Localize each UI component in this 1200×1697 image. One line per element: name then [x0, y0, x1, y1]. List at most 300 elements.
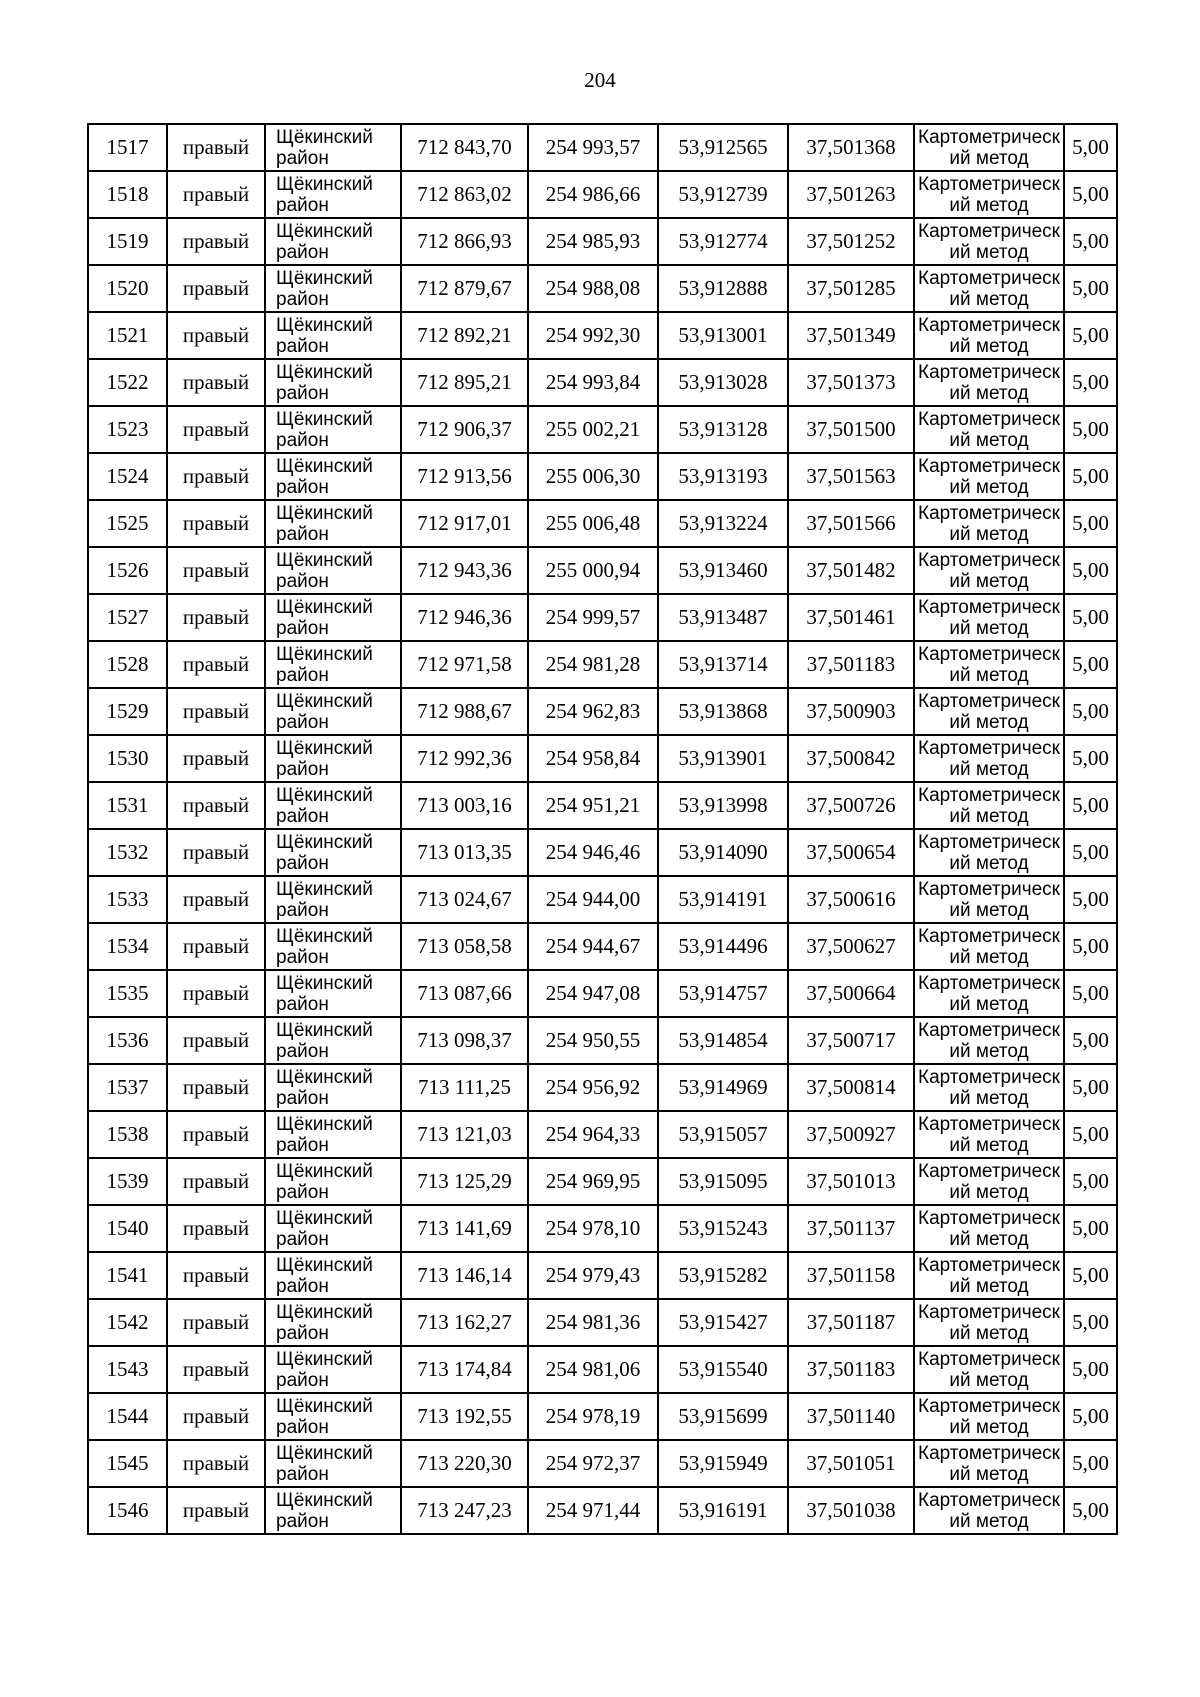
point-number-cell: 1523	[88, 406, 167, 453]
district-cell: Щёкинский район	[265, 406, 401, 453]
bank-side-cell: правый	[167, 1346, 265, 1393]
point-number-cell: 1537	[88, 1064, 167, 1111]
accuracy-cell: 5,00	[1064, 970, 1117, 1017]
longitude-cell: 37,501137	[788, 1205, 914, 1252]
coord-y-cell: 255 000,94	[528, 547, 658, 594]
accuracy-cell: 5,00	[1064, 1299, 1117, 1346]
table-row	[88, 829, 1117, 876]
accuracy-cell: 5,00	[1064, 923, 1117, 970]
point-number-cell: 1534	[88, 923, 167, 970]
method-cell: Картометрическ ий метод	[914, 1252, 1064, 1299]
bank-side-cell: правый	[167, 124, 265, 171]
coord-y-cell: 254 981,28	[528, 641, 658, 688]
table-row	[88, 265, 1117, 312]
coord-x-cell: 712 946,36	[401, 594, 528, 641]
coord-y-cell: 254 988,08	[528, 265, 658, 312]
district-cell: Щёкинский район	[265, 1252, 401, 1299]
bank-side-cell: правый	[167, 923, 265, 970]
point-number-cell: 1539	[88, 1158, 167, 1205]
coord-x-cell: 712 895,21	[401, 359, 528, 406]
latitude-cell: 53,913001	[658, 312, 788, 359]
coord-y-cell: 254 956,92	[528, 1064, 658, 1111]
district-cell: Щёкинский район	[265, 265, 401, 312]
point-number-cell: 1533	[88, 876, 167, 923]
latitude-cell: 53,913998	[658, 782, 788, 829]
longitude-cell: 37,501285	[788, 265, 914, 312]
latitude-cell: 53,914496	[658, 923, 788, 970]
table-row	[88, 641, 1117, 688]
bank-side-cell: правый	[167, 406, 265, 453]
longitude-cell: 37,500717	[788, 1017, 914, 1064]
coord-x-cell: 713 024,67	[401, 876, 528, 923]
accuracy-cell: 5,00	[1064, 1205, 1117, 1252]
point-number-cell: 1524	[88, 453, 167, 500]
coord-x-cell: 712 892,21	[401, 312, 528, 359]
accuracy-cell: 5,00	[1064, 1393, 1117, 1440]
longitude-cell: 37,500903	[788, 688, 914, 735]
bank-side-cell: правый	[167, 1064, 265, 1111]
point-number-cell: 1517	[88, 124, 167, 171]
method-cell: Картометрическ ий метод	[914, 171, 1064, 218]
table-row	[88, 124, 1117, 171]
coord-y-cell: 255 006,30	[528, 453, 658, 500]
district-cell: Щёкинский район	[265, 1205, 401, 1252]
latitude-cell: 53,914191	[658, 876, 788, 923]
table-row	[88, 547, 1117, 594]
bank-side-cell: правый	[167, 312, 265, 359]
accuracy-cell: 5,00	[1064, 406, 1117, 453]
longitude-cell: 37,501500	[788, 406, 914, 453]
latitude-cell: 53,913868	[658, 688, 788, 735]
district-cell: Щёкинский район	[265, 829, 401, 876]
coord-x-cell: 713 098,37	[401, 1017, 528, 1064]
bank-side-cell: правый	[167, 594, 265, 641]
latitude-cell: 53,915243	[658, 1205, 788, 1252]
coord-x-cell: 712 866,93	[401, 218, 528, 265]
district-cell: Щёкинский район	[265, 1064, 401, 1111]
bank-side-cell: правый	[167, 641, 265, 688]
table-row	[88, 1064, 1117, 1111]
longitude-cell: 37,501140	[788, 1393, 914, 1440]
method-cell: Картометрическ ий метод	[914, 876, 1064, 923]
table-row	[88, 1111, 1117, 1158]
bank-side-cell: правый	[167, 688, 265, 735]
coord-y-cell: 254 999,57	[528, 594, 658, 641]
table-row	[88, 970, 1117, 1017]
point-number-cell: 1521	[88, 312, 167, 359]
bank-side-cell: правый	[167, 1487, 265, 1534]
coord-x-cell: 712 992,36	[401, 735, 528, 782]
bank-side-cell: правый	[167, 359, 265, 406]
coord-x-cell: 713 247,23	[401, 1487, 528, 1534]
district-cell: Щёкинский район	[265, 876, 401, 923]
district-cell: Щёкинский район	[265, 782, 401, 829]
district-cell: Щёкинский район	[265, 312, 401, 359]
table-body	[88, 124, 1117, 1534]
accuracy-cell: 5,00	[1064, 218, 1117, 265]
accuracy-cell: 5,00	[1064, 1158, 1117, 1205]
accuracy-cell: 5,00	[1064, 547, 1117, 594]
point-number-cell: 1518	[88, 171, 167, 218]
method-cell: Картометрическ ий метод	[914, 265, 1064, 312]
accuracy-cell: 5,00	[1064, 735, 1117, 782]
coord-y-cell: 254 950,55	[528, 1017, 658, 1064]
accuracy-cell: 5,00	[1064, 782, 1117, 829]
method-cell: Картометрическ ий метод	[914, 359, 1064, 406]
coord-x-cell: 713 111,25	[401, 1064, 528, 1111]
bank-side-cell: правый	[167, 735, 265, 782]
longitude-cell: 37,500664	[788, 970, 914, 1017]
method-cell: Картометрическ ий метод	[914, 1064, 1064, 1111]
coord-y-cell: 254 981,36	[528, 1299, 658, 1346]
table-row	[88, 1393, 1117, 1440]
accuracy-cell: 5,00	[1064, 265, 1117, 312]
coord-y-cell: 254 944,67	[528, 923, 658, 970]
table-row	[88, 453, 1117, 500]
method-cell: Картометрическ ий метод	[914, 970, 1064, 1017]
coord-x-cell: 713 003,16	[401, 782, 528, 829]
table-row	[88, 500, 1117, 547]
point-number-cell: 1541	[88, 1252, 167, 1299]
coord-y-cell: 254 958,84	[528, 735, 658, 782]
point-number-cell: 1528	[88, 641, 167, 688]
table-row	[88, 359, 1117, 406]
point-number-cell: 1538	[88, 1111, 167, 1158]
method-cell: Картометрическ ий метод	[914, 406, 1064, 453]
point-number-cell: 1520	[88, 265, 167, 312]
bank-side-cell: правый	[167, 453, 265, 500]
longitude-cell: 37,501013	[788, 1158, 914, 1205]
latitude-cell: 53,914090	[658, 829, 788, 876]
latitude-cell: 53,915095	[658, 1158, 788, 1205]
point-number-cell: 1526	[88, 547, 167, 594]
table-row	[88, 1017, 1117, 1064]
point-number-cell: 1529	[88, 688, 167, 735]
district-cell: Щёкинский район	[265, 594, 401, 641]
method-cell: Картометрическ ий метод	[914, 735, 1064, 782]
coord-y-cell: 254 944,00	[528, 876, 658, 923]
coord-y-cell: 254 993,84	[528, 359, 658, 406]
point-number-cell: 1536	[88, 1017, 167, 1064]
method-cell: Картометрическ ий метод	[914, 641, 1064, 688]
coord-x-cell: 713 220,30	[401, 1440, 528, 1487]
method-cell: Картометрическ ий метод	[914, 312, 1064, 359]
latitude-cell: 53,912565	[658, 124, 788, 171]
district-cell: Щёкинский район	[265, 218, 401, 265]
coord-x-cell: 713 087,66	[401, 970, 528, 1017]
longitude-cell: 37,501183	[788, 1346, 914, 1393]
bank-side-cell: правый	[167, 1393, 265, 1440]
longitude-cell: 37,501368	[788, 124, 914, 171]
coord-x-cell: 712 913,56	[401, 453, 528, 500]
longitude-cell: 37,501373	[788, 359, 914, 406]
accuracy-cell: 5,00	[1064, 312, 1117, 359]
longitude-cell: 37,500654	[788, 829, 914, 876]
accuracy-cell: 5,00	[1064, 1346, 1117, 1393]
longitude-cell: 37,501461	[788, 594, 914, 641]
district-cell: Щёкинский район	[265, 1017, 401, 1064]
coord-y-cell: 254 986,66	[528, 171, 658, 218]
coord-y-cell: 254 951,21	[528, 782, 658, 829]
district-cell: Щёкинский район	[265, 1299, 401, 1346]
method-cell: Картометрическ ий метод	[914, 1346, 1064, 1393]
accuracy-cell: 5,00	[1064, 1440, 1117, 1487]
coord-y-cell: 254 962,83	[528, 688, 658, 735]
bank-side-cell: правый	[167, 1205, 265, 1252]
point-number-cell: 1519	[88, 218, 167, 265]
method-cell: Картометрическ ий метод	[914, 1205, 1064, 1252]
point-number-cell: 1530	[88, 735, 167, 782]
accuracy-cell: 5,00	[1064, 641, 1117, 688]
method-cell: Картометрическ ий метод	[914, 1393, 1064, 1440]
bank-side-cell: правый	[167, 1252, 265, 1299]
table-row	[88, 218, 1117, 265]
coord-x-cell: 713 013,35	[401, 829, 528, 876]
point-number-cell: 1544	[88, 1393, 167, 1440]
method-cell: Картометрическ ий метод	[914, 1158, 1064, 1205]
coord-y-cell: 254 972,37	[528, 1440, 658, 1487]
longitude-cell: 37,501038	[788, 1487, 914, 1534]
coord-x-cell: 713 141,69	[401, 1205, 528, 1252]
coord-y-cell: 255 006,48	[528, 500, 658, 547]
longitude-cell: 37,501482	[788, 547, 914, 594]
accuracy-cell: 5,00	[1064, 1111, 1117, 1158]
point-number-cell: 1535	[88, 970, 167, 1017]
coord-y-cell: 255 002,21	[528, 406, 658, 453]
bank-side-cell: правый	[167, 218, 265, 265]
coord-x-cell: 712 917,01	[401, 500, 528, 547]
coord-x-cell: 712 988,67	[401, 688, 528, 735]
district-cell: Щёкинский район	[265, 970, 401, 1017]
longitude-cell: 37,501566	[788, 500, 914, 547]
district-cell: Щёкинский район	[265, 1440, 401, 1487]
latitude-cell: 53,914757	[658, 970, 788, 1017]
district-cell: Щёкинский район	[265, 735, 401, 782]
point-number-cell: 1540	[88, 1205, 167, 1252]
longitude-cell: 37,501263	[788, 171, 914, 218]
bank-side-cell: правый	[167, 970, 265, 1017]
bank-side-cell: правый	[167, 1299, 265, 1346]
coord-y-cell: 254 946,46	[528, 829, 658, 876]
method-cell: Картометрическ ий метод	[914, 782, 1064, 829]
longitude-cell: 37,501349	[788, 312, 914, 359]
coord-x-cell: 713 146,14	[401, 1252, 528, 1299]
longitude-cell: 37,501183	[788, 641, 914, 688]
accuracy-cell: 5,00	[1064, 1487, 1117, 1534]
latitude-cell: 53,914969	[658, 1064, 788, 1111]
district-cell: Щёкинский район	[265, 124, 401, 171]
method-cell: Картометрическ ий метод	[914, 453, 1064, 500]
latitude-cell: 53,913193	[658, 453, 788, 500]
district-cell: Щёкинский район	[265, 453, 401, 500]
latitude-cell: 53,913224	[658, 500, 788, 547]
district-cell: Щёкинский район	[265, 688, 401, 735]
accuracy-cell: 5,00	[1064, 124, 1117, 171]
page-number: 204	[584, 68, 616, 92]
table-row	[88, 312, 1117, 359]
district-cell: Щёкинский район	[265, 1346, 401, 1393]
latitude-cell: 53,913128	[658, 406, 788, 453]
accuracy-cell: 5,00	[1064, 1252, 1117, 1299]
point-number-cell: 1525	[88, 500, 167, 547]
district-cell: Щёкинский район	[265, 1111, 401, 1158]
latitude-cell: 53,915699	[658, 1393, 788, 1440]
method-cell: Картометрическ ий метод	[914, 1299, 1064, 1346]
coord-y-cell: 254 964,33	[528, 1111, 658, 1158]
table-row	[88, 406, 1117, 453]
accuracy-cell: 5,00	[1064, 594, 1117, 641]
table-row	[88, 688, 1117, 735]
table-row	[88, 1346, 1117, 1393]
method-cell: Картометрическ ий метод	[914, 218, 1064, 265]
accuracy-cell: 5,00	[1064, 359, 1117, 406]
district-cell: Щёкинский район	[265, 1158, 401, 1205]
latitude-cell: 53,916191	[658, 1487, 788, 1534]
coord-x-cell: 713 125,29	[401, 1158, 528, 1205]
point-number-cell: 1531	[88, 782, 167, 829]
latitude-cell: 53,912888	[658, 265, 788, 312]
table-row	[88, 735, 1117, 782]
accuracy-cell: 5,00	[1064, 171, 1117, 218]
table-row	[88, 1440, 1117, 1487]
bank-side-cell: правый	[167, 1111, 265, 1158]
bank-side-cell: правый	[167, 171, 265, 218]
latitude-cell: 53,915057	[658, 1111, 788, 1158]
coord-x-cell: 713 174,84	[401, 1346, 528, 1393]
bank-side-cell: правый	[167, 265, 265, 312]
latitude-cell: 53,914854	[658, 1017, 788, 1064]
district-cell: Щёкинский район	[265, 547, 401, 594]
latitude-cell: 53,915949	[658, 1440, 788, 1487]
table-row	[88, 1299, 1117, 1346]
bank-side-cell: правый	[167, 547, 265, 594]
method-cell: Картометрическ ий метод	[914, 500, 1064, 547]
latitude-cell: 53,912739	[658, 171, 788, 218]
district-cell: Щёкинский район	[265, 923, 401, 970]
longitude-cell: 37,501187	[788, 1299, 914, 1346]
coord-y-cell: 254 985,93	[528, 218, 658, 265]
district-cell: Щёкинский район	[265, 171, 401, 218]
bank-side-cell: правый	[167, 1158, 265, 1205]
accuracy-cell: 5,00	[1064, 1064, 1117, 1111]
table-row	[88, 876, 1117, 923]
coord-y-cell: 254 978,10	[528, 1205, 658, 1252]
coord-x-cell: 712 943,36	[401, 547, 528, 594]
coord-x-cell: 713 121,03	[401, 1111, 528, 1158]
accuracy-cell: 5,00	[1064, 500, 1117, 547]
bank-side-cell: правый	[167, 782, 265, 829]
table-row	[88, 782, 1117, 829]
bank-side-cell: правый	[167, 500, 265, 547]
coord-y-cell: 254 992,30	[528, 312, 658, 359]
longitude-cell: 37,501252	[788, 218, 914, 265]
latitude-cell: 53,915282	[658, 1252, 788, 1299]
point-number-cell: 1545	[88, 1440, 167, 1487]
coord-y-cell: 254 979,43	[528, 1252, 658, 1299]
bank-side-cell: правый	[167, 1440, 265, 1487]
bank-side-cell: правый	[167, 876, 265, 923]
table-row	[88, 1205, 1117, 1252]
method-cell: Картометрическ ий метод	[914, 1440, 1064, 1487]
method-cell: Картометрическ ий метод	[914, 594, 1064, 641]
method-cell: Картометрическ ий метод	[914, 923, 1064, 970]
longitude-cell: 37,500726	[788, 782, 914, 829]
table-row	[88, 594, 1117, 641]
point-number-cell: 1546	[88, 1487, 167, 1534]
accuracy-cell: 5,00	[1064, 688, 1117, 735]
point-number-cell: 1543	[88, 1346, 167, 1393]
bank-side-cell: правый	[167, 1017, 265, 1064]
accuracy-cell: 5,00	[1064, 876, 1117, 923]
point-number-cell: 1532	[88, 829, 167, 876]
coord-x-cell: 712 879,67	[401, 265, 528, 312]
method-cell: Картометрическ ий метод	[914, 1487, 1064, 1534]
coord-x-cell: 712 843,70	[401, 124, 528, 171]
method-cell: Картометрическ ий метод	[914, 547, 1064, 594]
method-cell: Картометрическ ий метод	[914, 829, 1064, 876]
latitude-cell: 53,913714	[658, 641, 788, 688]
table-row	[88, 171, 1117, 218]
point-number-cell: 1542	[88, 1299, 167, 1346]
coordinates-table	[87, 123, 1118, 1535]
coord-y-cell: 254 978,19	[528, 1393, 658, 1440]
coord-x-cell: 713 058,58	[401, 923, 528, 970]
table-row	[88, 1158, 1117, 1205]
longitude-cell: 37,501563	[788, 453, 914, 500]
bank-side-cell: правый	[167, 829, 265, 876]
coord-x-cell: 712 863,02	[401, 171, 528, 218]
longitude-cell: 37,500842	[788, 735, 914, 782]
accuracy-cell: 5,00	[1064, 453, 1117, 500]
coord-y-cell: 254 969,95	[528, 1158, 658, 1205]
coord-x-cell: 712 906,37	[401, 406, 528, 453]
table-row	[88, 1252, 1117, 1299]
coord-y-cell: 254 947,08	[528, 970, 658, 1017]
coord-x-cell: 713 192,55	[401, 1393, 528, 1440]
method-cell: Картометрическ ий метод	[914, 688, 1064, 735]
point-number-cell: 1527	[88, 594, 167, 641]
coord-y-cell: 254 981,06	[528, 1346, 658, 1393]
table-row	[88, 923, 1117, 970]
accuracy-cell: 5,00	[1064, 829, 1117, 876]
latitude-cell: 53,913460	[658, 547, 788, 594]
district-cell: Щёкинский район	[265, 1393, 401, 1440]
longitude-cell: 37,501051	[788, 1440, 914, 1487]
point-number-cell: 1522	[88, 359, 167, 406]
latitude-cell: 53,915540	[658, 1346, 788, 1393]
longitude-cell: 37,500814	[788, 1064, 914, 1111]
coord-y-cell: 254 971,44	[528, 1487, 658, 1534]
coord-x-cell: 713 162,27	[401, 1299, 528, 1346]
longitude-cell: 37,500616	[788, 876, 914, 923]
coord-x-cell: 712 971,58	[401, 641, 528, 688]
method-cell: Картометрическ ий метод	[914, 124, 1064, 171]
district-cell: Щёкинский район	[265, 500, 401, 547]
accuracy-cell: 5,00	[1064, 1017, 1117, 1064]
district-cell: Щёкинский район	[265, 359, 401, 406]
longitude-cell: 37,501158	[788, 1252, 914, 1299]
latitude-cell: 53,913028	[658, 359, 788, 406]
method-cell: Картометрическ ий метод	[914, 1017, 1064, 1064]
latitude-cell: 53,912774	[658, 218, 788, 265]
coord-y-cell: 254 993,57	[528, 124, 658, 171]
latitude-cell: 53,913901	[658, 735, 788, 782]
table-row	[88, 1487, 1117, 1534]
latitude-cell: 53,915427	[658, 1299, 788, 1346]
latitude-cell: 53,913487	[658, 594, 788, 641]
method-cell: Картометрическ ий метод	[914, 1111, 1064, 1158]
district-cell: Щёкинский район	[265, 641, 401, 688]
